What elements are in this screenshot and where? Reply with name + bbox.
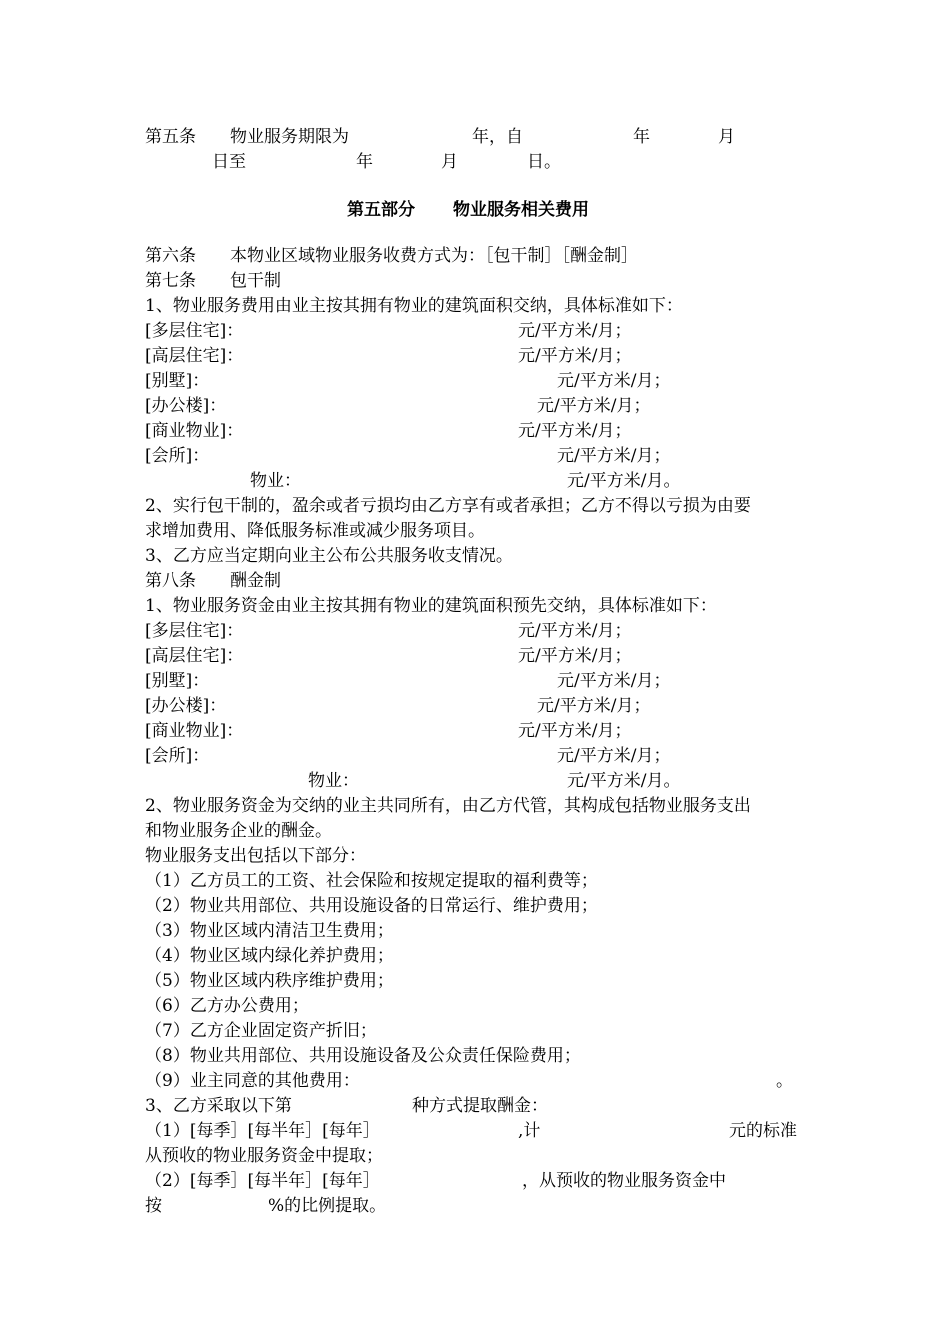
section-heading-right: 物业服务相关费用 <box>453 200 589 220</box>
rate-label: [高层住宅]： <box>145 346 244 366</box>
rate-unit: 元/平方米/月； <box>518 321 632 341</box>
article-5-text: 年 <box>633 127 650 147</box>
list-item: （3）物业区域内清洁卫生费用； <box>145 921 394 941</box>
article-5-text: 日至 <box>212 152 246 172</box>
option-1: ,计 <box>518 1121 541 1141</box>
rate-label: 物业： <box>308 771 359 791</box>
option-1: 元的标准 <box>729 1121 797 1141</box>
paragraph: 3、乙方应当定期向业主公布公共服务收支情况。 <box>145 546 513 566</box>
rate-unit: 元/平方米/月。 <box>567 771 681 791</box>
rate-label: [高层住宅]： <box>145 646 244 666</box>
article-5-text: 年 <box>356 152 373 172</box>
rate-label: [商业物业]： <box>145 721 244 741</box>
rate-unit: 元/平方米/月； <box>537 396 651 416</box>
list-item-end: 。 <box>776 1071 793 1091</box>
section-heading-left: 第五部分 <box>347 200 415 220</box>
list-item: （7）乙方企业固定资产折旧； <box>145 1021 377 1041</box>
rate-unit: 元/平方米/月； <box>518 646 632 666</box>
option-1: （1）[每季］[每半年］[每年］ <box>145 1121 380 1141</box>
option-2: （2）[每季］[每半年］[每年］ <box>145 1171 380 1191</box>
article-5-text: 月 <box>718 127 735 147</box>
article-5-text: 日。 <box>527 152 561 172</box>
article-5-text: 年，自 <box>472 127 523 147</box>
article-8-title: 酬金制 <box>230 571 281 591</box>
option-2: ，从预收的物业服务资金中 <box>522 1171 726 1191</box>
paragraph: 3、乙方采取以下第 <box>145 1096 292 1116</box>
rate-unit: 元/平方米/月； <box>518 421 632 441</box>
paragraph: 和物业服务企业的酬金。 <box>145 821 332 841</box>
rate-label: [别墅]： <box>145 671 210 691</box>
rate-unit: 元/平方米/月。 <box>567 471 681 491</box>
list-item: （5）物业区域内秩序维护费用； <box>145 971 394 991</box>
list-item: （6）乙方办公费用； <box>145 996 309 1016</box>
rate-unit: 元/平方米/月； <box>557 446 671 466</box>
article-5-text: 物业服务期限为 <box>230 127 349 147</box>
rate-label: [别墅]： <box>145 371 210 391</box>
paragraph: 2、物业服务资金为交纳的业主共同所有，由乙方代管，其构成包括物业服务支出 <box>145 796 751 816</box>
article-5-head: 第五条 <box>145 127 196 147</box>
rate-unit: 元/平方米/月； <box>557 371 671 391</box>
paragraph: 物业服务支出包括以下部分： <box>145 846 366 866</box>
article-6-head: 第六条 <box>145 246 196 266</box>
list-item: （9）业主同意的其他费用： <box>145 1071 360 1091</box>
option-2: %的比例提取。 <box>268 1196 387 1216</box>
article-8-head: 第八条 <box>145 571 196 591</box>
paragraph: 求增加费用、降低服务标准或减少服务项目。 <box>145 521 485 541</box>
article-7-head: 第七条 <box>145 271 196 291</box>
paragraph: 1、物业服务资金由业主按其拥有物业的建筑面积预先交纳，具体标准如下： <box>145 596 717 616</box>
rate-unit: 元/平方米/月； <box>518 721 632 741</box>
rate-label: [多层住宅]： <box>145 621 244 641</box>
rate-label: [会所]： <box>145 746 210 766</box>
rate-unit: 元/平方米/月； <box>518 621 632 641</box>
rate-label: 物业： <box>250 471 301 491</box>
list-item: （2）物业共用部位、共用设施设备的日常运行、维护费用； <box>145 896 598 916</box>
rate-unit: 元/平方米/月； <box>557 671 671 691</box>
rate-unit: 元/平方米/月； <box>557 746 671 766</box>
option-1: 从预收的物业服务资金中提取； <box>145 1146 383 1166</box>
paragraph: 2、实行包干制的，盈余或者亏损均由乙方享有或者承担；乙方不得以亏损为由要 <box>145 496 751 516</box>
list-item: （4）物业区域内绿化养护费用； <box>145 946 394 966</box>
paragraph: 1、物业服务费用由业主按其拥有物业的建筑面积交纳，具体标准如下： <box>145 296 683 316</box>
rate-label: [会所]： <box>145 446 210 466</box>
paragraph: 种方式提取酬金： <box>412 1096 548 1116</box>
list-item: （1）乙方员工的工资、社会保险和按规定提取的福利费等； <box>145 871 598 891</box>
article-7-title: 包干制 <box>230 271 281 291</box>
article-5-text: 月 <box>441 152 458 172</box>
rate-unit: 元/平方米/月； <box>537 696 651 716</box>
rate-label: [办公楼]： <box>145 696 227 716</box>
rate-label: [办公楼]： <box>145 396 227 416</box>
rate-unit: 元/平方米/月； <box>518 346 632 366</box>
rate-label: [商业物业]： <box>145 421 244 441</box>
list-item: （8）物业共用部位、共用设施设备及公众责任保险费用； <box>145 1046 581 1066</box>
article-6-text: 本物业区域物业服务收费方式为：［包干制］［酬金制］ <box>230 246 638 266</box>
rate-label: [多层住宅]： <box>145 321 244 341</box>
option-2: 按 <box>145 1196 162 1216</box>
